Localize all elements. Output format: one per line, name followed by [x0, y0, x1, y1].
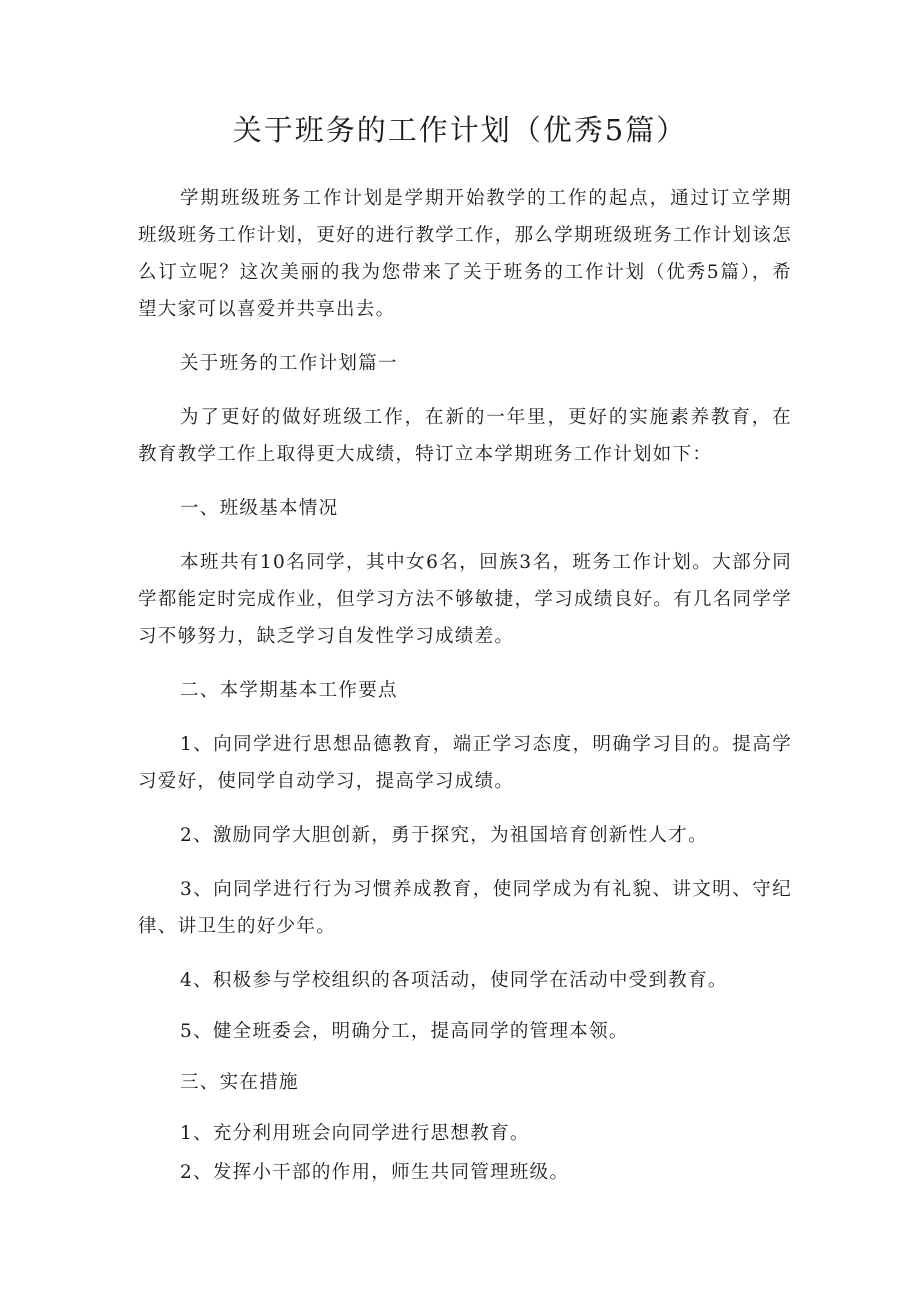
- body-paragraph: 为了更好的做好班级工作，在新的一年里，更好的实施素养教育，在教育教学工作上取得更大成绩，特订立本学期班务工作计划如下：: [138, 407, 792, 465]
- document-body: [138, 180, 792, 1191]
- list-item: 4、积极参与学校组织的各项活动，使同学在活动中受到教育。: [180, 970, 728, 991]
- list-item: 1、充分利用班会向同学进行思想教育。: [180, 1123, 530, 1144]
- list-item: 2、激励同学大胆创新，勇于探究，为祖国培育创新性人才。: [180, 825, 708, 846]
- body-paragraph: 本班共有10名同学，其中女6名，回族3名，班务工作计划。大部分同学都能定时完成作业，但学习方法不够敏捷，学习成绩良好。有几名同学学习不够努力，缺乏学习自发性学习成绩差。: [138, 552, 792, 647]
- document-title: 关于班务的工作计划（优秀5篇）: [232, 113, 688, 147]
- list-item: 3、向同学进行行为习惯养成教育，使同学成为有礼貌、讲文明、守纪律、讲卫生的好少年。: [138, 879, 792, 937]
- intro-paragraph: 学期班级班务工作计划是学期开始教学的工作的起点，通过订立学期班级班务工作计划，更好的进行教学工作，那么学期班级班务工作计划该怎么订立呢？这次美丽的我为您带来了关于班务的工作计划（优秀5篇），希望大家可以喜爱并共享出去。: [138, 188, 792, 320]
- section-heading-part-one: 关于班务的工作计划篇一: [180, 353, 398, 374]
- list-item: 5、健全班委会，明确分工，提高同学的管理本领。: [180, 1021, 629, 1042]
- section-heading: 一、班级基本情况: [180, 498, 339, 519]
- section-heading: 三、实在措施: [180, 1072, 299, 1093]
- list-item: 2、发挥小干部的作用，师生共同管理班级。: [180, 1162, 570, 1183]
- section-heading: 二、本学期基本工作要点: [180, 680, 398, 701]
- list-item: 1、向同学进行思想品德教育，端正学习态度，明确学习目的。提高学习爱好，使同学自动学习，提高学习成绩。: [138, 734, 792, 792]
